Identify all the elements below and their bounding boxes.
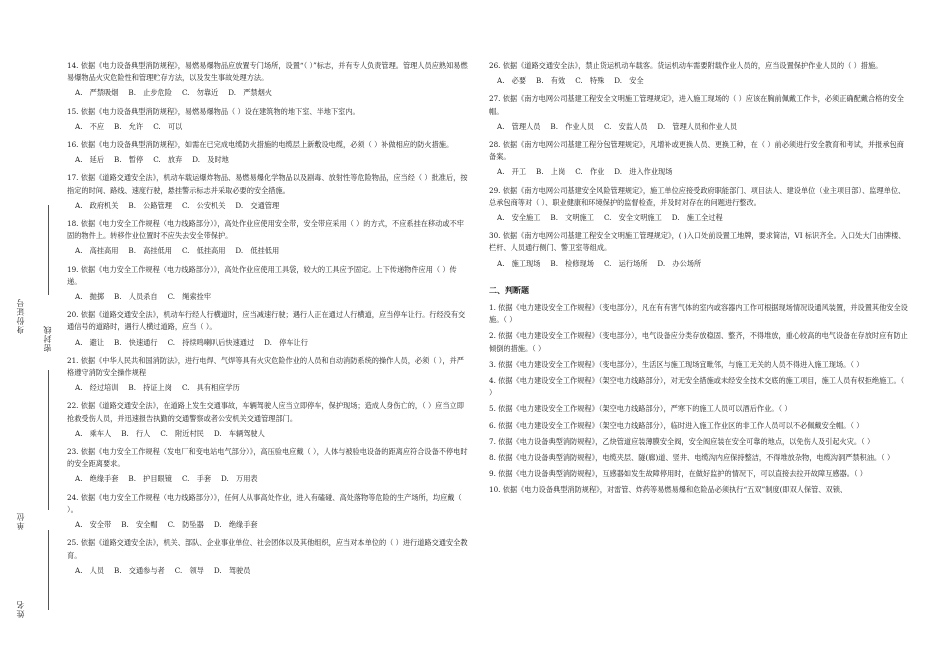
- question-options: [75, 200, 471, 212]
- option-text: B. 行人: [121, 428, 151, 438]
- option-text: A. 经过培训: [75, 383, 119, 393]
- option-text: A. 乘车人: [75, 428, 112, 438]
- option-text: A. 延后: [75, 155, 105, 165]
- option-text: B. 人员杀自: [114, 292, 158, 302]
- option-text: A. 严禁吸烟: [75, 88, 119, 98]
- option-text: C. 领导: [174, 565, 204, 575]
- true-false-list: [489, 302, 909, 497]
- true-false-item: 9. 依据《电力设备典型消防规程》，互感器如发生故障停用时，在做好监护的情况下，可以直接去拉开故障互感器。（ ）: [489, 469, 867, 479]
- question-text: 27. 依据《南方电网公司基建工程安全文明施工管理规定》，进入施工现场的（ ）应该在胸前佩戴工作卡，必须正确配戴合格的安全帽。: [489, 94, 904, 116]
- option-text: D. 交通管理: [235, 200, 280, 210]
- seal-line-lower: [48, 530, 49, 610]
- option-text: A. 高挂高用: [75, 246, 119, 256]
- option-text: C. 安全文明施工: [603, 213, 662, 223]
- question-text: 18. 依据《电力安全工作规程（电力线路部分）》，高处作业应使用安全带，安全带应采用（ ）的方式，不应系挂在移动或不牢固的物件上。转移作业位置时不应失去安全带保护。: [67, 219, 464, 241]
- option-text: D. 停车让行: [264, 337, 308, 347]
- option-text: A. 不应: [75, 121, 105, 131]
- true-false-item: 10. 依据《电力设备典型消防规程》，对雷管、炸药等易燃易爆和危险品必须执行“五双”制度(即双人保管、双锁、: [489, 485, 848, 495]
- question-options: [75, 291, 471, 303]
- id-number-label: 身份证号: [16, 298, 25, 334]
- option-text: C. 特殊: [575, 76, 605, 86]
- option-text: D. 车辆驾驶人: [213, 428, 265, 438]
- true-false-item: 2. 依据《电力建设安全工作规程》（变电部分），电气设备应分类存放稳固、整齐，不得堆放，重心较高的电气设备在存放时应有防止倾倒的措施。（ ）: [489, 331, 908, 353]
- option-text: C. 公安机关: [181, 200, 226, 210]
- question-options: [75, 121, 471, 133]
- question-text: 19. 依据《电力安全工作规程（电力线路部分）》，高处作业应使用工具袋，较大的工具应予固定。上下传递物件应用（ ）传递。: [67, 264, 457, 286]
- section-title-true-false: 二、判断题: [489, 284, 529, 295]
- question-options: [75, 565, 471, 577]
- question-options: [75, 337, 471, 349]
- binding-margin: [0, 0, 60, 672]
- option-text: C. 运行场所: [603, 258, 648, 268]
- option-text: A. 避让: [75, 337, 105, 347]
- option-text: B. 有效: [536, 76, 566, 86]
- seal-line-upper: [48, 205, 49, 295]
- true-false-item: 3. 依据《电力建设安全工作规程》（变电部分），生活区与施工现场宜毗邻，与施工无关的人员不得进入施工现场。（ ）: [489, 359, 864, 369]
- option-text: A. 开工: [497, 167, 527, 177]
- option-text: A. 人员: [75, 565, 105, 575]
- option-text: C. 绳索拴牢: [167, 292, 212, 302]
- option-text: C. 放弃: [153, 155, 183, 165]
- question-text: 22. 依据《道路交通安全法》，在道路上发生交通事故，车辆驾驶人应当立即停车，保护现场；造成人身伤亡的，（ ）应当立即抢救受伤人员，并迅速报告执勤的交通警察或者公安机关交通管理部门。: [67, 401, 464, 423]
- seal-line-middle: [48, 370, 49, 510]
- option-text: A. 绝缘手套: [75, 474, 119, 484]
- question-options: [75, 519, 471, 531]
- question-options: [497, 75, 909, 87]
- option-text: B. 文明施工: [550, 213, 594, 223]
- option-text: A. 政府机关: [75, 200, 119, 210]
- option-text: A. 抛掷: [75, 292, 105, 302]
- question-text: 14. 依据《电力设备典型消防规程》，易燃易爆物品应放置专门场所，设置“（ ）”标志，并有专人负责管理。管理人员应熟知易燃易爆物品火灾危险性和管理贮存方法，以及发生事故处理方法。: [67, 61, 468, 83]
- question-options: [497, 212, 909, 224]
- option-text: D. 低挂低用: [235, 246, 280, 256]
- question-options: [75, 428, 471, 440]
- option-text: D. 驾驶员: [213, 565, 251, 575]
- option-text: C. 防坠器: [167, 520, 204, 530]
- question-text: 20. 依据《道路交通安全法》，机动车行经人行横道时，应当减速行驶；遇行人正在通过人行横道，应当停车让行。行经没有交通信号的道路时，遇行人横过道路，应当（ ）。: [67, 310, 466, 332]
- question-text: 25. 依据《道路交通安全法》，机关、部队、企业事业单位、社会团体以及其他组织，应当对本单位的（ ）进行道路交通安全教育。: [67, 538, 468, 560]
- question-text: 30. 依据《南方电网公司基建工程安全文明施工管理规定》，( )入口处前设置工地牌，要求简洁，VI 标识齐全。入口处大门由牌楼、栏杆、人员通行侧门、警卫室等组成。: [489, 231, 906, 253]
- question-text: 17. 依据《道路交通安全法》，机动车载运爆炸物品、易燃易爆化学物品以及剧毒、放射性等危险物品，应当经（ ）批准后，按指定的时间、路线、速度行驶，悬挂警示标志并采取必要的安全措施。: [67, 173, 468, 195]
- option-text: D. 严禁烟火: [228, 88, 272, 98]
- option-text: B. 检修现场: [550, 258, 594, 268]
- option-text: A. 安全带: [75, 520, 112, 530]
- seal-line-label: 密封线: [43, 325, 52, 352]
- true-false-item: 4. 依据《电力建设安全工作规程》（架空电力线路部分），对无安全措施或未经安全技术交底的施工项目，施工人员有权拒绝施工。（ ）: [489, 376, 905, 398]
- right-column: [489, 60, 909, 501]
- option-text: B. 快速通行: [114, 337, 158, 347]
- option-text: D. 办公场所: [657, 258, 702, 268]
- option-text: C. 具有相应学历: [181, 383, 240, 393]
- option-text: B. 持证上岗: [128, 383, 172, 393]
- option-text: B. 止步危险: [128, 88, 172, 98]
- option-text: C. 可以: [153, 121, 183, 131]
- option-text: A. 管理人员: [497, 121, 541, 131]
- question-options: [75, 154, 471, 166]
- question-text: 15. 依据《电力设备典型消防规程》，易燃易爆物品（ ）设在建筑物的地下室、半地下室内。: [67, 106, 360, 116]
- question-options: [75, 473, 471, 485]
- question-text: 28. 依据《南方电网公司基建工程分包管理规定》，凡增补或更换人员、更换工种，在（ ）前必须进行安全教育和考试，并报承包商备案。: [489, 140, 904, 162]
- question-options: [75, 87, 471, 99]
- question-text: 29. 依据《南方电网公司基建安全风险管理规定》，施工单位应接受政府职能部门、项目法人、建设单位（业主项目部）、监理单位、总承包商等对（ ）、职业健康和环境保护的监督检查，并及时对存在的问题进行整改。: [489, 185, 906, 207]
- option-text: D. 施工全过程: [671, 213, 723, 223]
- question-options: [497, 258, 909, 270]
- option-text: B. 公路管理: [128, 200, 172, 210]
- option-text: C. 手套: [181, 474, 212, 484]
- true-false-item: 6. 依据《电力建设安全工作规程》（架空电力线路部分），临时进入施工作业区的非工作人员可以不必佩戴安全帽。（ ）: [489, 420, 864, 430]
- left-column: [67, 60, 471, 583]
- option-text: D. 万用表: [221, 474, 258, 484]
- option-text: B. 护目眼镜: [128, 474, 172, 484]
- option-text: C. 附近村民: [160, 428, 204, 438]
- true-false-item: 7. 依据《电力设备典型消防规程》，乙炔管道应装薄膜安全阀，安全阀应装在安全可靠的地点，以免伤人及引起火灾。（ ）: [489, 436, 875, 446]
- question-text: 26. 依据《道路交通安全法》，禁止货运机动车载客。货运机动车需要附载作业人员的，应当设置保护作业人员的（ ）措施。: [489, 61, 883, 70]
- option-text: C. 低挂高用: [181, 246, 226, 256]
- question-text: 21. 依据《中华人民共和国消防法》，进行电焊、气焊等具有火灾危险作业的人员和自动消防系统的操作人员，必须（ ），并严格遵守消防安全操作规程: [67, 355, 464, 378]
- true-false-item: 1. 依据《电力建设安全工作规程》（变电部分），凡在有有害气体的室内或容器内工作可根据现场情况设通风装置，并设置其他安全设施。（ ）: [489, 303, 908, 325]
- option-text: D. 安全: [614, 76, 644, 86]
- true-false-item: 5. 依据《电力建设安全工作规程》（架空电力线路部分），严寒下的施工人员可以酒后作业。（ ）: [489, 404, 792, 414]
- option-text: D. 进入作业现场: [614, 167, 673, 177]
- option-text: D. 绝缘手套: [213, 520, 258, 530]
- option-text: C. 作业: [575, 167, 605, 177]
- option-text: B. 允许: [114, 121, 144, 131]
- option-text: D. 及时地: [192, 155, 229, 165]
- option-text: D. 管理人员和作业人员: [657, 121, 738, 131]
- question-options: [75, 245, 471, 257]
- unit-label: 单位: [16, 512, 25, 530]
- option-text: B. 交通参与者: [114, 565, 165, 575]
- true-false-item: 8. 依据《电力设备典型消防规程》，电缆夹层、隧(廊)道、竖井、电缆沟内应保持整洁，不得堆放杂物，电缆沟洞严禁积油。（ ）: [489, 453, 895, 463]
- question-options: [497, 166, 909, 178]
- option-text: B. 安全帽: [121, 520, 158, 530]
- option-text: A. 施工现场: [497, 258, 541, 268]
- option-text: B. 作业人员: [550, 121, 594, 131]
- question-text: 24. 依据《电力安全工作规程（电力线路部分）》，任何人从事高处作业，进入有磕碰、高处落物等危险的生产场所，均应戴（ ）。: [67, 492, 462, 514]
- question-options: [75, 382, 471, 394]
- option-text: C. 勿靠近: [181, 88, 219, 98]
- question-text: 16. 依据《电力设备典型消防规程》，如需在已完成电缆防火措施的电缆层上新敷设电缆，必须（ ）补做相应的防火措施。: [67, 140, 454, 150]
- option-text: C. 安监人员: [603, 121, 648, 131]
- option-text: B. 上岗: [536, 167, 566, 177]
- question-options: [497, 121, 909, 133]
- option-text: C. 持续鸣喇叭后快速通过: [167, 337, 255, 347]
- option-text: A. 必要: [497, 76, 527, 86]
- multiple-choice-block: [489, 60, 909, 270]
- option-text: A. 安全施工: [497, 213, 541, 223]
- name-label: 姓名: [16, 600, 25, 618]
- option-text: B. 高挂低用: [128, 246, 172, 256]
- option-text: B. 暂停: [114, 155, 144, 165]
- question-text: 23. 依据《电力安全工作规程（发电厂和变电站电气部分）》，高压验电应戴（ ），人体与被验电设备的距离应符合设备不停电时的安全距离要求。: [67, 447, 468, 469]
